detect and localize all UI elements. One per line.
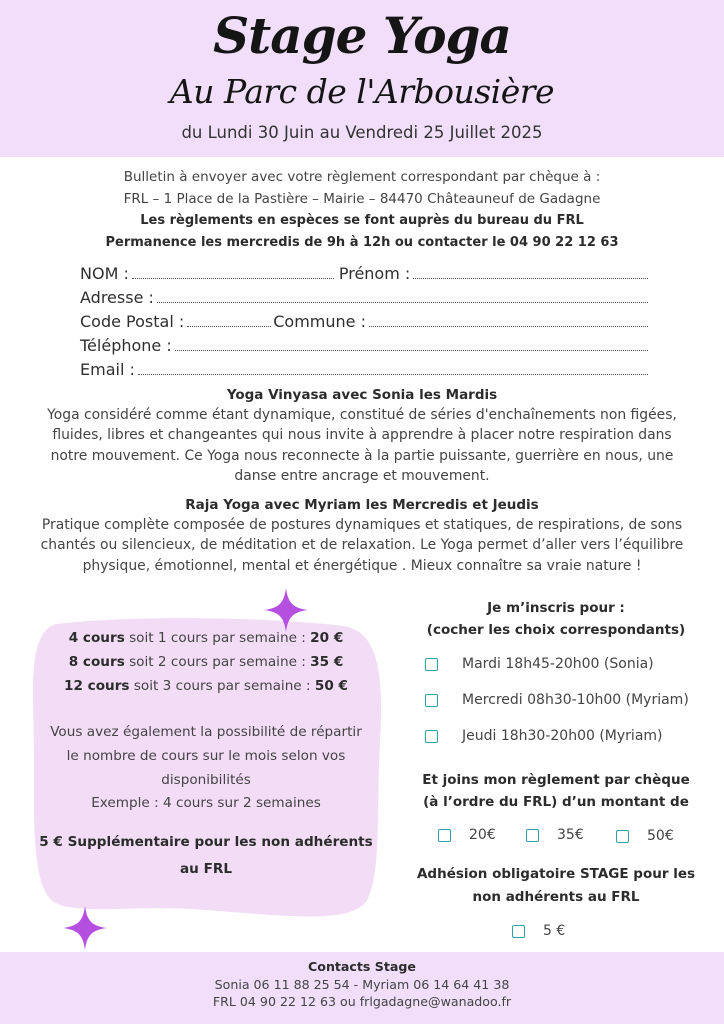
non-member-surcharge bbox=[26, 829, 386, 883]
footer-contacts: Sonia 06 11 88 25 54 - Myriam 06 14 64 41 38 bbox=[214, 977, 510, 992]
price-desc: soit 3 cours par semaine : bbox=[129, 678, 315, 694]
price-count: 12 cours bbox=[63, 678, 130, 694]
footer-band bbox=[0, 952, 724, 1024]
note-line: le nombre de cours sur le mois selon vos bbox=[66, 747, 346, 764]
checkbox[interactable] bbox=[425, 694, 438, 707]
footer-frl: FRL 04 90 22 12 63 ou frlgadagne@wanadoo.fr bbox=[212, 994, 512, 1009]
price-desc: soit 1 cours par semaine : bbox=[124, 630, 311, 646]
checkbox[interactable] bbox=[425, 730, 438, 743]
price-amount: 20 € bbox=[310, 630, 344, 646]
prenom-label: Prénom : bbox=[338, 264, 411, 283]
adhesion-option[interactable] bbox=[512, 923, 565, 939]
price-row bbox=[26, 626, 386, 650]
amount-option-50[interactable] bbox=[616, 828, 674, 844]
payment-line: Et joins mon règlement par chèque bbox=[422, 772, 690, 788]
raja-title: Raja Yoga avec Myriam les Mercredis et Jeudis bbox=[185, 497, 539, 513]
intro-line: Bulletin à envoyer avec votre règlement correspondant par chèque à : bbox=[123, 169, 601, 185]
code-postal-label: Code Postal : bbox=[80, 312, 185, 331]
amount-option-20[interactable] bbox=[438, 827, 496, 843]
form-row-address bbox=[80, 286, 650, 310]
session-label: Jeudi 18h30-20h00 (Myriam) bbox=[462, 728, 663, 744]
amount-label: 35€ bbox=[557, 827, 584, 843]
raja-text: chantés ou silencieux, de méditation et de relaxation. Le Yoga permet d’aller vers l’équilibre bbox=[40, 537, 684, 554]
price-count: 8 cours bbox=[68, 654, 125, 670]
page-title: Stage Yoga bbox=[213, 6, 511, 65]
session-option-mardi[interactable] bbox=[425, 656, 654, 672]
session-label: Mercredi 08h30-10h00 (Myriam) bbox=[462, 692, 689, 708]
page-subtitle: Au Parc de l'Arbousière bbox=[169, 72, 555, 111]
pricing-note bbox=[26, 721, 386, 816]
commune-label: Commune : bbox=[273, 312, 366, 331]
price-row bbox=[26, 650, 386, 674]
commune-field[interactable] bbox=[369, 313, 648, 327]
inscription-subtitle: (cocher les choix correspondants) bbox=[426, 621, 686, 638]
nom-label: NOM : bbox=[80, 264, 129, 283]
checkbox[interactable] bbox=[616, 830, 629, 843]
adhesion-heading bbox=[410, 863, 702, 909]
email-field[interactable] bbox=[138, 361, 648, 375]
adresse-field[interactable] bbox=[157, 289, 648, 303]
amount-option-35[interactable] bbox=[526, 827, 584, 843]
surcharge-line: 5 € Supplémentaire pour les non adhérents bbox=[39, 834, 373, 850]
stage-dates: du Lundi 30 Juin au Vendredi 25 Juillet 2025 bbox=[181, 123, 543, 142]
vinyasa-text: notre mouvement. Ce Yoga nous reconnecte à la partie puissante, guerrière en nous, une bbox=[50, 447, 674, 464]
surcharge-line: au FRL bbox=[180, 861, 232, 877]
form-row-postal bbox=[80, 310, 650, 334]
prenom-field[interactable] bbox=[413, 265, 648, 279]
price-row bbox=[26, 674, 386, 698]
telephone-label: Téléphone : bbox=[80, 336, 172, 355]
note-line: Vous avez également la possibilité de répartir bbox=[50, 724, 362, 740]
raja-text: Pratique complète composée de postures dynamiques et statiques, de respirations, de sons bbox=[41, 517, 683, 533]
header-band bbox=[0, 0, 724, 157]
intro-permanence: Permanence les mercredis de 9h à 12h ou contacter le 04 90 22 12 63 bbox=[105, 234, 619, 250]
price-amount: 50 € bbox=[314, 678, 349, 694]
raja-text: physique, émotionnel, mental et énergétique . Mieux connaître sa vraie nature ! bbox=[82, 557, 642, 574]
inscription-heading bbox=[410, 598, 702, 641]
price-desc: soit 2 cours par semaine : bbox=[124, 654, 311, 670]
vinyasa-text: fluides, libres et changeantes qui nous invite à apprendre à placer notre respiration dans bbox=[52, 427, 672, 444]
checkbox[interactable] bbox=[438, 829, 451, 842]
email-label: Email : bbox=[80, 360, 135, 379]
price-count: 4 cours bbox=[68, 630, 125, 646]
payment-heading bbox=[410, 770, 702, 813]
intro-address: FRL – 1 Place de la Pastière – Mairie – 84470 Châteauneuf de Gadagne bbox=[123, 190, 601, 207]
sparkle-icon bbox=[63, 906, 107, 950]
session-option-mercredi[interactable] bbox=[425, 692, 689, 708]
footer-title: Contacts Stage bbox=[308, 959, 416, 974]
amount-label: 50€ bbox=[647, 828, 674, 844]
registration-form bbox=[80, 262, 650, 382]
intro-block bbox=[0, 167, 724, 253]
adhesion-line: non adhérents au FRL bbox=[472, 889, 640, 905]
adhesion-amount: 5 € bbox=[543, 923, 566, 939]
vinyasa-title: Yoga Vinyasa avec Sonia les Mardis bbox=[226, 387, 498, 403]
code-postal-field[interactable] bbox=[187, 313, 271, 327]
price-amount: 35 € bbox=[310, 654, 344, 670]
form-row-email bbox=[80, 358, 650, 382]
vinyasa-text: danse entre ancrage et mouvement. bbox=[234, 468, 490, 485]
intro-cash-note: Les règlements en espèces se font auprès du bureau du FRL bbox=[140, 213, 584, 228]
form-row-name bbox=[80, 262, 650, 286]
adhesion-line: Adhésion obligatoire STAGE pour les bbox=[416, 866, 696, 882]
adresse-label: Adresse : bbox=[80, 288, 154, 307]
amount-label: 20€ bbox=[469, 827, 496, 843]
nom-field[interactable] bbox=[132, 265, 334, 279]
vinyasa-text: Yoga considéré comme étant dynamique, constitué de séries d'enchaînements non figées, bbox=[47, 407, 677, 423]
checkbox[interactable] bbox=[526, 829, 539, 842]
inscription-title: Je m’inscris pour : bbox=[487, 600, 625, 616]
session-label: Mardi 18h45-20h00 (Sonia) bbox=[462, 656, 654, 672]
checkbox[interactable] bbox=[512, 925, 525, 938]
payment-line: (à l’ordre du FRL) d’un montant de bbox=[423, 793, 689, 810]
session-option-jeudi[interactable] bbox=[425, 728, 663, 744]
form-row-phone bbox=[80, 334, 650, 358]
telephone-field[interactable] bbox=[175, 337, 648, 351]
vinyasa-section bbox=[14, 385, 710, 487]
checkbox[interactable] bbox=[425, 658, 438, 671]
note-line: disponibilités bbox=[161, 771, 251, 788]
note-line: Exemple : 4 cours sur 2 semaines bbox=[91, 795, 321, 812]
raja-section bbox=[14, 495, 710, 576]
